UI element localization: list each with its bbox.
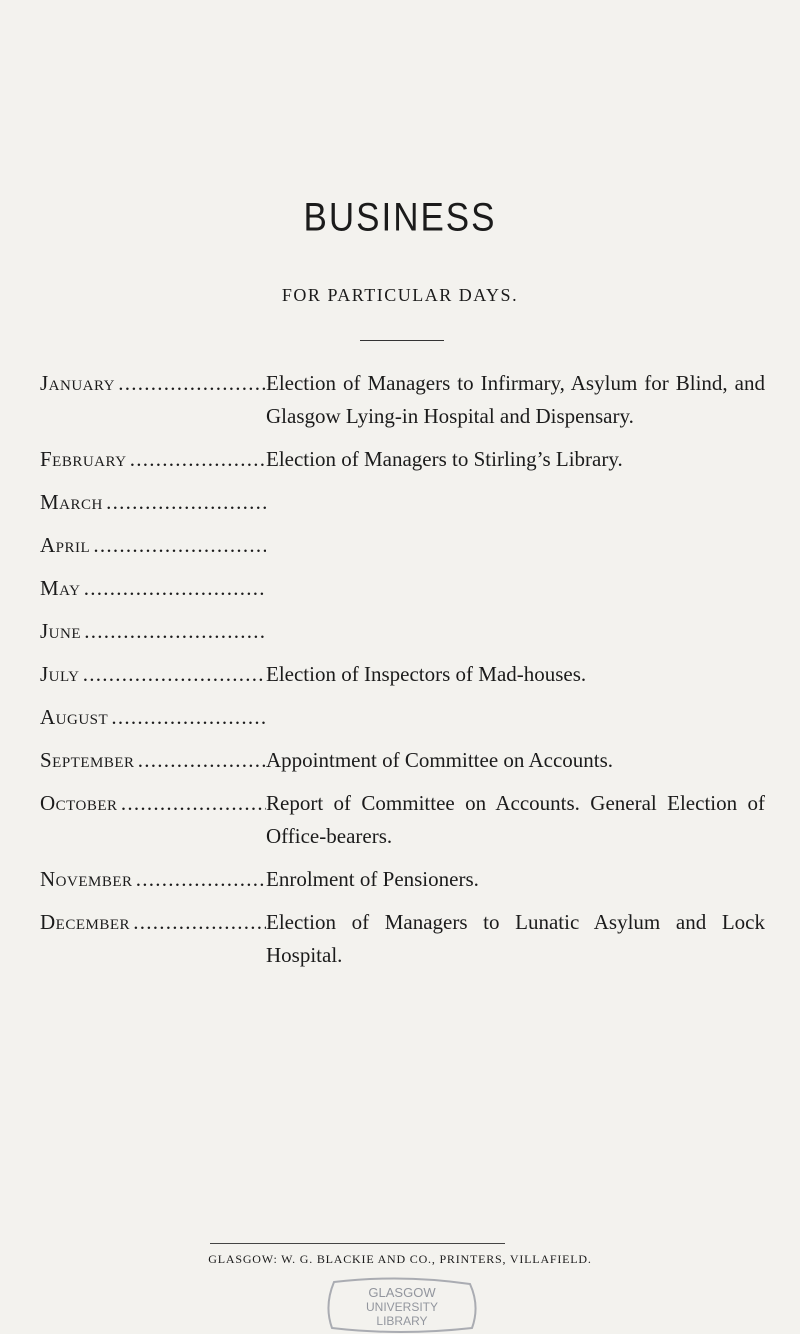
month-label: October . . . (40, 787, 266, 853)
entry-july (40, 658, 765, 691)
month-label: January . . . (40, 367, 266, 433)
month-label: July . . . (40, 658, 266, 691)
entry-description: Election of Managers to Lunatic Asylum and Lock Hospital. (266, 910, 765, 967)
entry-december (40, 906, 765, 972)
entry-description (266, 615, 765, 648)
entry-description (266, 486, 765, 519)
entry-description: Election of Inspectors of Mad-houses. (266, 662, 587, 686)
entry-september (40, 744, 765, 777)
month-label: September . . . (40, 744, 266, 777)
entry-november (40, 863, 765, 896)
divider (360, 340, 444, 341)
month-label: March . . . (40, 486, 266, 519)
month-label: April . . . (40, 529, 266, 562)
month-label: November . . . (40, 863, 266, 896)
entry-may (40, 572, 765, 605)
entry-description: Election of Managers to Infirmary, Asylum for Blind, and Glasgow Lying-in Hospital and Dispensary. (266, 371, 765, 428)
svg-text:UNIVERSITY: UNIVERSITY (365, 1300, 439, 1314)
entry-october (40, 787, 765, 853)
month-label: June . . . (40, 615, 266, 648)
printer-imprint: GLASGOW: W. G. BLACKIE AND CO., PRINTERS, VILLAFIELD. (208, 1252, 592, 1266)
entry-description: Enrolment of Pensioners. (266, 867, 479, 891)
page-subtitle: FOR PARTICULAR DAYS. (281, 285, 519, 305)
month-label: December . . . (40, 906, 266, 972)
entries-list (40, 367, 765, 982)
entry-description: Election of Managers to Stirling’s Library. (266, 447, 623, 471)
page-title: BUSINESS (303, 195, 497, 240)
entry-description: Report of Committee on Accounts. General Election of Office-bearers. (266, 791, 765, 848)
footer-divider (210, 1243, 505, 1244)
entry-january (40, 367, 765, 433)
entry-april (40, 529, 765, 562)
entry-june (40, 615, 765, 648)
library-stamp (320, 1276, 485, 1334)
svg-text:LIBRARY: LIBRARY (376, 1314, 428, 1328)
entry-description: Appointment of Committee on Accounts. (266, 748, 614, 772)
month-label: August . . . (40, 701, 266, 734)
entry-march (40, 486, 765, 519)
entry-description (266, 701, 765, 734)
entry-description (266, 529, 765, 562)
svg-text:GLASGOW: GLASGOW (368, 1285, 436, 1300)
entry-august (40, 701, 765, 734)
month-label: February . . . (40, 443, 266, 476)
month-label: May . . . (40, 572, 266, 605)
entry-february (40, 443, 765, 476)
entry-description (266, 572, 765, 605)
